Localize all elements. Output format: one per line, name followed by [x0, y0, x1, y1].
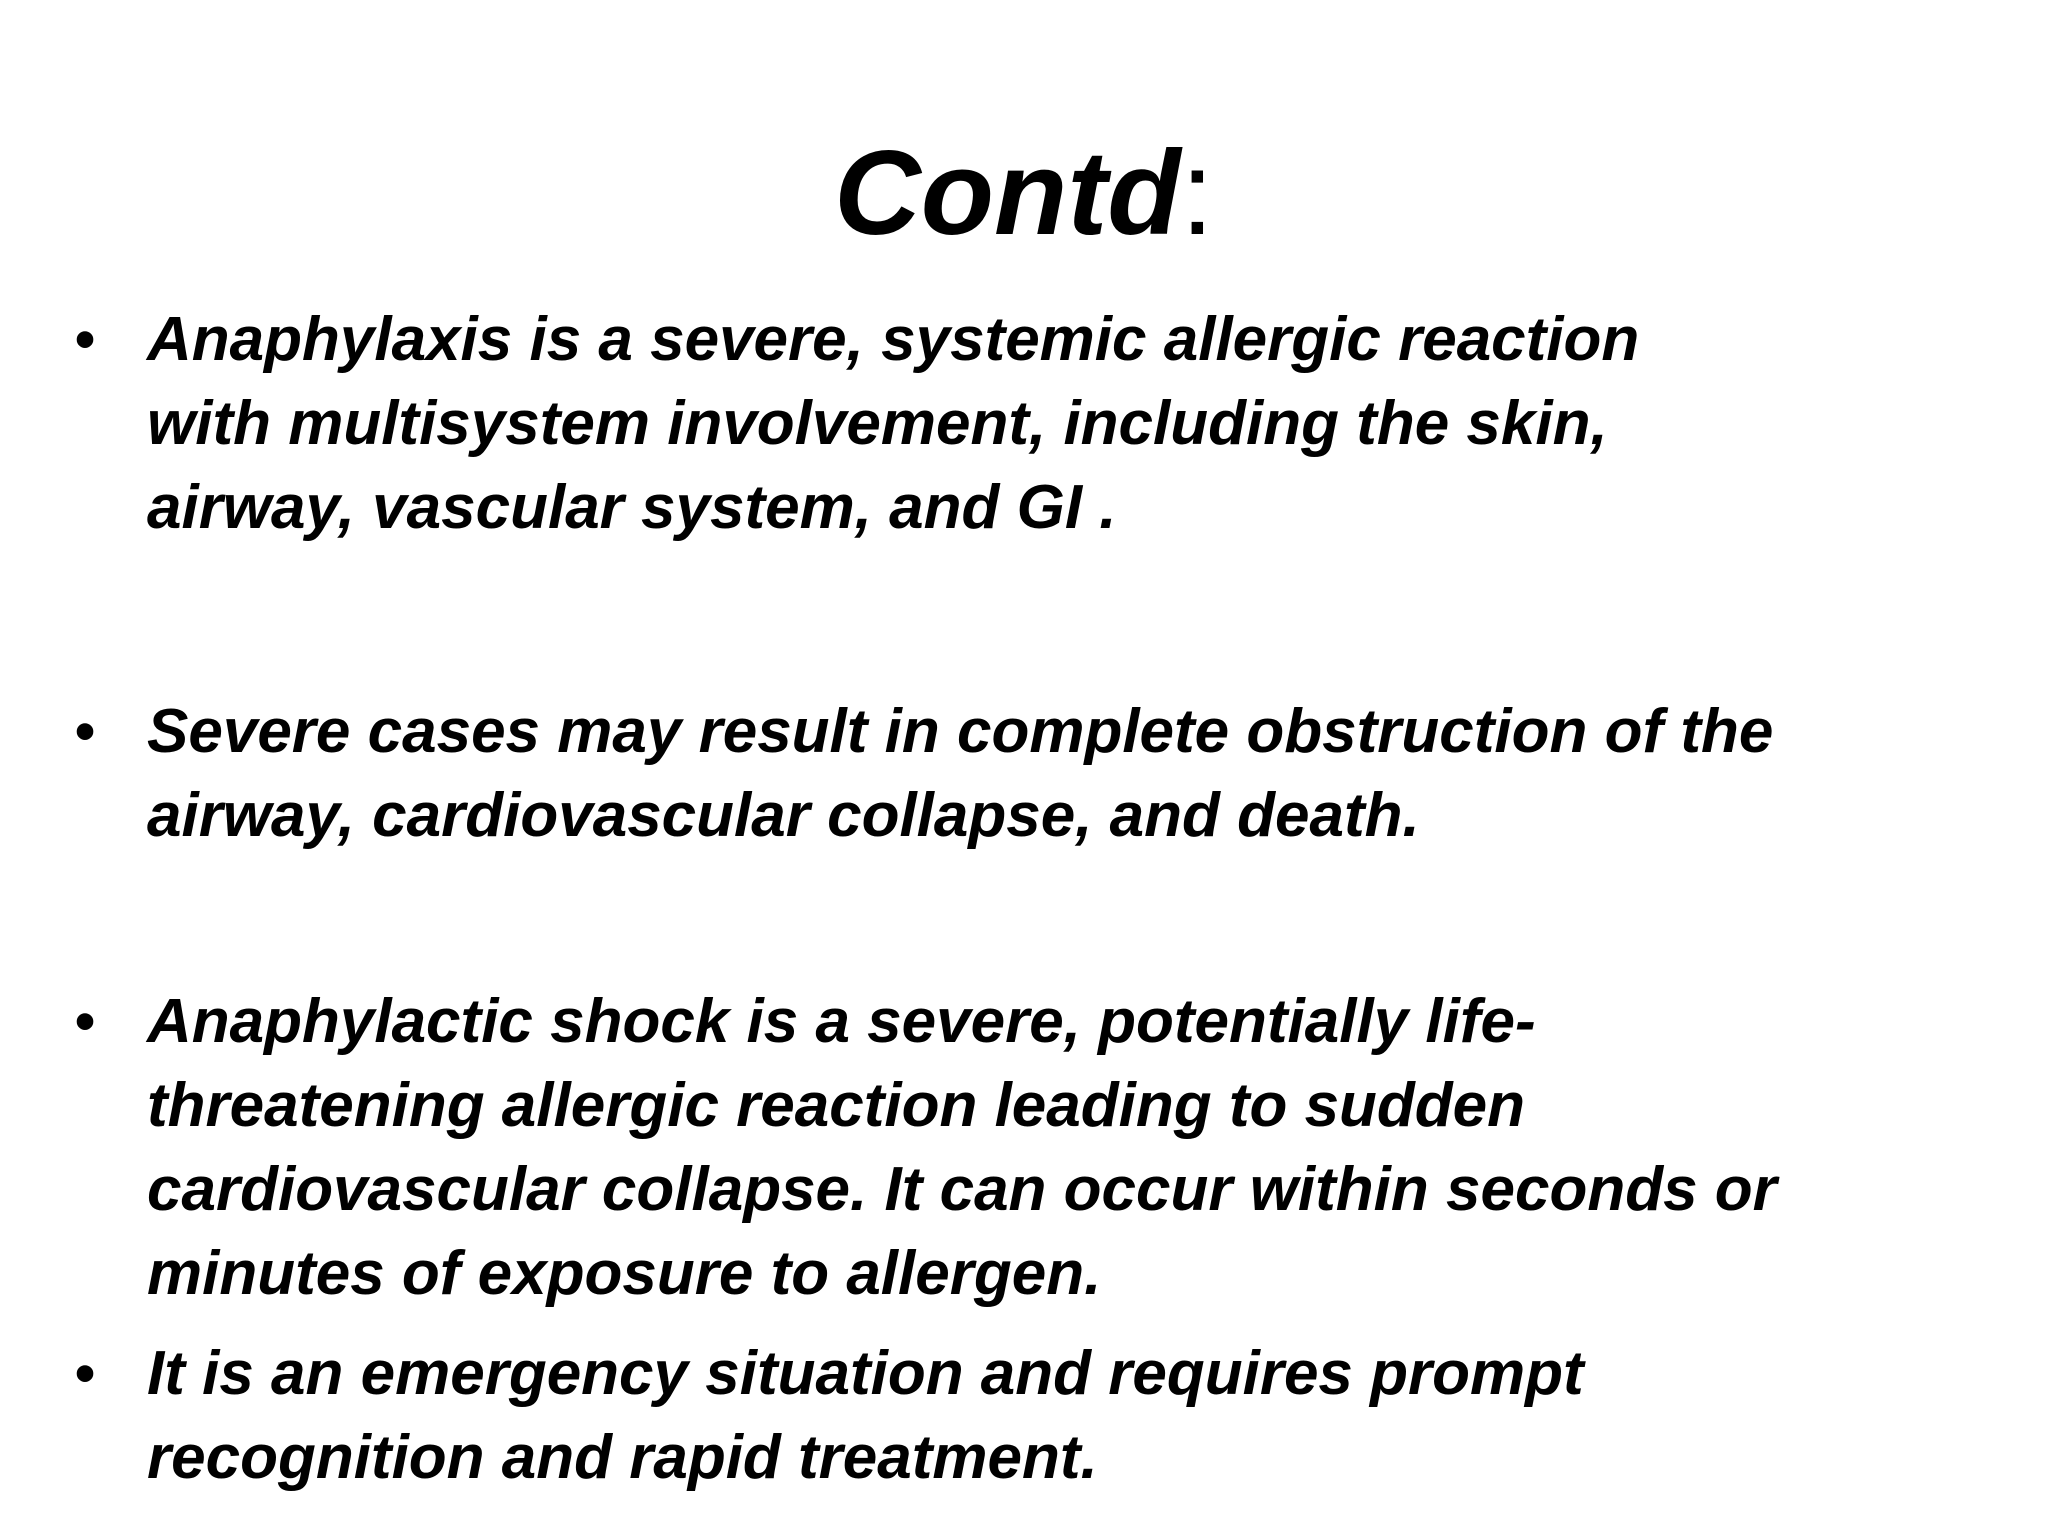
bullet-line: airway, cardiovascular collapse, and death.: [147, 781, 1420, 850]
slide-title-text: Contd: [834, 126, 1181, 260]
slide-title: [0, 118, 2048, 268]
bullet-text: [147, 298, 1907, 550]
bullet-line: Severe cases may result in complete obstruction of the: [147, 697, 1774, 766]
bullet-line: It is an emergency situation and requires prompt: [147, 1339, 1584, 1408]
bullet-line: Anaphylactic shock is a severe, potentially life-: [147, 987, 1536, 1056]
bullet-icon: •: [74, 989, 96, 1054]
bullet-text: [147, 690, 1907, 858]
bullet-line: Anaphylaxis is a severe, systemic allergic reaction: [147, 305, 1640, 374]
bullet-line: cardiovascular collapse. It can occur within seconds or: [147, 1155, 1777, 1224]
bullet-line: with multisystem involvement, including the skin,: [147, 389, 1608, 458]
bullet-icon: •: [74, 307, 96, 372]
bullet-line: airway, vascular system, and GI .: [147, 473, 1117, 542]
bullet-icon: •: [74, 699, 96, 764]
bullet-line: minutes of exposure to allergen.: [147, 1239, 1102, 1308]
bullet-text: [147, 1332, 1907, 1500]
bullet-line: recognition and rapid treatment.: [147, 1423, 1098, 1492]
slide-title-colon: :: [1180, 126, 1214, 260]
bullet-line: threatening allergic reaction leading to sudden: [147, 1071, 1526, 1140]
bullet-icon: •: [74, 1341, 96, 1406]
bullet-text: [147, 980, 1907, 1316]
